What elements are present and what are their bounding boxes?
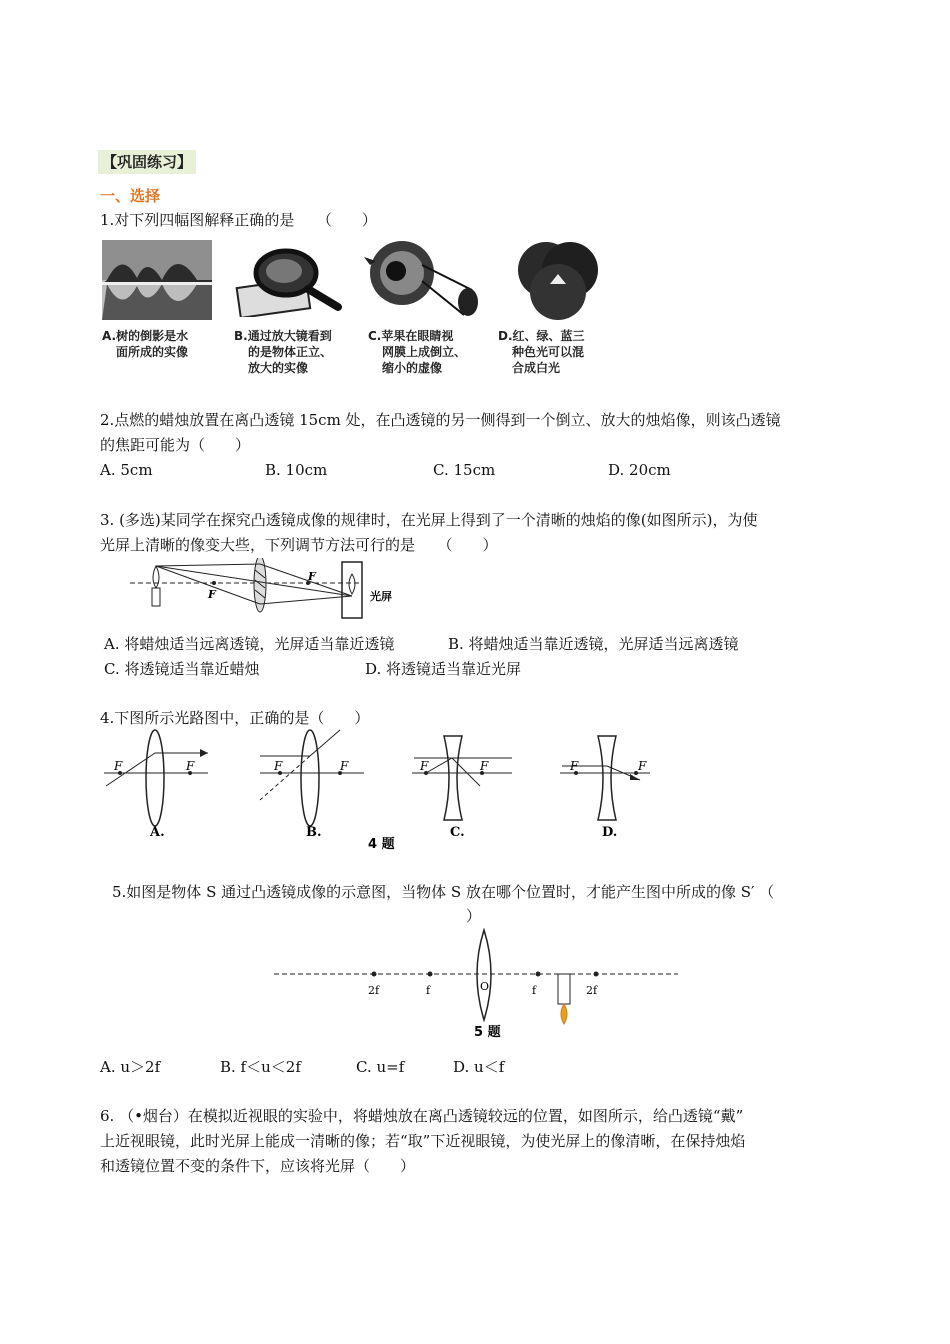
q5-option-d: D. u＜f: [453, 1058, 505, 1076]
q3-option-a: A. 将蜡烛适当远离透镜，光屏适当靠近透镜: [104, 635, 395, 653]
q3-fig-focus-right: F: [308, 570, 316, 583]
q5-option-c: C. u=f: [356, 1058, 405, 1076]
q4-letter-d: D.: [602, 825, 618, 840]
q4-c-focus-left: F: [420, 759, 429, 773]
q1-caption-b: [234, 328, 332, 376]
q1-caption-d: [498, 328, 585, 376]
q4-letter-a: A.: [150, 825, 165, 840]
q3-fig-screen-label: 光屏: [370, 590, 392, 603]
q5-axis-o: O: [480, 980, 490, 993]
exercise-header: 【巩固练习】: [98, 150, 196, 174]
q4-a-focus-right: F: [186, 759, 195, 773]
q4-letter-c: C.: [450, 825, 465, 840]
q5-option-b: B. f＜u＜2f: [220, 1058, 301, 1076]
q5-figure-lens-axis: [274, 928, 678, 1040]
q5-axis-f-right: f: [532, 984, 537, 997]
q4-diagram-c: [412, 736, 512, 840]
q2-option-a: A. 5cm: [100, 461, 153, 479]
q2-line1: 2.点燃的蜡烛放置在离凸透镜 15cm 处，在凸透镜的另一侧得到一个倒立、放大的烛焰像，则该凸透镜: [100, 411, 781, 429]
q5-line2: ）: [466, 907, 482, 925]
q4-b-focus-right: F: [340, 759, 349, 773]
q1-caption-a: [102, 328, 188, 360]
caption-line: A.树的倒影是水: [102, 329, 189, 343]
q5-axis-f-left: f: [426, 984, 431, 997]
caption-line: 的是物体正立、: [248, 345, 333, 359]
q3-option-d: D. 将透镜适当靠近光屏: [365, 660, 522, 678]
q5-figure-label: 5 题: [474, 1025, 501, 1040]
q4-diagram-b: [260, 730, 364, 840]
q4-c-focus-right: F: [480, 759, 489, 773]
q1-caption-c: [368, 328, 466, 376]
q2-line2: 的焦距可能为（ ）: [100, 436, 251, 454]
caption-line: C.苹果在眼睛视: [368, 329, 454, 343]
q3-line2: 光屏上清晰的像变大些，下列调节方法可行的是 （ ）: [100, 536, 498, 554]
q1-image-eye: [362, 235, 482, 320]
q4-stem: 4.下图所示光路图中，正确的是（ ）: [100, 709, 370, 727]
q5-axis-2f-right: 2f: [586, 984, 598, 997]
q4-b-focus-left: F: [274, 759, 283, 773]
q6-line1: 6. （•烟台）在模拟近视眼的实验中，将蜡烛放在离凸透镜较远的位置，如图所示，给凸透镜“戴”: [100, 1107, 744, 1125]
caption-line: 面所成的实像: [116, 345, 189, 359]
q2-option-c: C. 15cm: [433, 461, 496, 479]
q3-fig-focus-left: F: [208, 588, 216, 601]
q4-figure-light-paths: [100, 728, 660, 854]
q4-d-focus-left: F: [570, 759, 579, 773]
q4-d-focus-right: F: [638, 759, 647, 773]
q4-diagram-a: [104, 730, 208, 840]
q5-axis-2f-left: 2f: [368, 984, 380, 997]
section-title: 一、选择: [100, 187, 161, 205]
q1-image-magnifier: [234, 245, 342, 317]
q2-option-b: B. 10cm: [265, 461, 328, 479]
q3-figure-lens-setup: [130, 558, 410, 622]
q6-line2: 上近视眼镜，此时光屏上能成一清晰的像；若“取”下近视眼镜，为使光屏上的像清晰，在保持烛焰: [100, 1132, 746, 1150]
q4-letter-b: B.: [306, 825, 322, 840]
q4-a-focus-left: F: [114, 759, 123, 773]
q4-diagram-d: [560, 736, 650, 840]
q5-line1: 5.如图是物体 S 通过凸透镜成像的示意图，当物体 S 放在哪个位置时，才能产生图中所成的像 S′ （: [112, 883, 775, 901]
caption-line: 网膜上成倒立、: [382, 345, 467, 359]
q5-option-a: A. u＞2f: [100, 1058, 161, 1076]
q3-line1: 3. (多选)某同学在探究凸透镜成像的规律时，在光屏上得到了一个清晰的烛焰的像(如图所示)，为使: [100, 511, 758, 529]
q1-image-color-circles: [510, 238, 605, 323]
q1-image-tree-reflection: [102, 240, 212, 320]
caption-line: 缩小的虚像: [382, 361, 443, 375]
caption-line: D.红、绿、蓝三: [498, 329, 585, 343]
caption-line: 种色光可以混: [512, 345, 585, 359]
caption-line: B.通过放大镜看到: [234, 329, 332, 343]
q2-option-d: D. 20cm: [608, 461, 671, 479]
caption-line: 合成白光: [512, 361, 561, 375]
q4-figure-label: 4 题: [368, 837, 395, 852]
q1-stem: 1.对下列四幅图解释正确的是 （ ）: [100, 211, 377, 229]
q6-line3: 和透镜位置不变的条件下，应该将光屏（ ）: [100, 1157, 416, 1175]
q3-option-b: B. 将蜡烛适当靠近透镜，光屏适当远离透镜: [448, 635, 739, 653]
caption-line: 放大的实像: [248, 361, 309, 375]
q3-option-c: C. 将透镜适当靠近蜡烛: [104, 660, 260, 678]
